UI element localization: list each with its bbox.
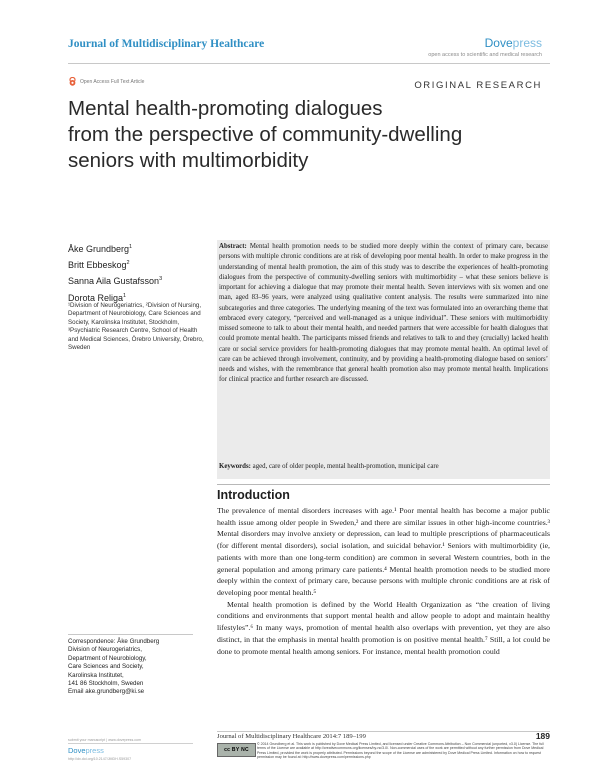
section-divider	[217, 484, 550, 485]
abstract	[219, 242, 548, 386]
introduction-heading: Introduction	[217, 488, 290, 502]
footer-divider	[217, 731, 550, 732]
author-name: Sanna Aila Gustafsson	[68, 276, 160, 287]
title-line: Mental health-promoting dialogues	[68, 97, 383, 120]
correspondence-line: 141 86 Stockholm, Sweden	[68, 680, 144, 688]
author-affiliation-mark: 2	[126, 260, 130, 267]
publisher-logo-light: press	[512, 36, 542, 50]
correspondence-divider	[68, 634, 193, 635]
doi-link[interactable]: http://dx.doi.org/10.2147/JMDH.S59307	[68, 757, 132, 761]
open-access-icon	[68, 77, 77, 86]
footer-left-divider	[68, 743, 193, 744]
footer-logo-bold: Dove	[68, 746, 86, 755]
footer-citation: Journal of Multidisciplinary Healthcare 2014:7 189–199	[217, 733, 366, 740]
submit-manuscript-link[interactable]: submit your manuscript | www.dovepress.com	[68, 738, 142, 742]
publisher-tagline: open access to scientific and medical research	[428, 52, 542, 58]
title-line: from the perspective of community-dwelling	[68, 123, 463, 146]
correspondence-line: Karolinska Institutet,	[68, 671, 124, 679]
publisher-logo-bold: Dove	[484, 36, 513, 50]
author-name: Britt Ebbeskog	[68, 260, 127, 271]
author-affiliation-mark: 1	[129, 244, 133, 250]
affiliations: ¹Division of Neurogeriatrics, ²Division of Nursing, Department of Neurobiology, Care Sciences and Society, Karolinska Institutet, Stockholm, ³Psychiatric Research Centre, School of Health and Medical Sciences, Örebro University, Örebro, Sweden	[68, 302, 204, 352]
correspondence-email[interactable]: Email ake.grundberg@ki.se	[68, 688, 145, 696]
introduction-body	[217, 505, 550, 657]
page-number: 189	[535, 731, 550, 741]
footer-logo-light: press	[85, 746, 104, 755]
author-affiliation-mark: 3	[159, 276, 163, 283]
publisher-logo	[485, 36, 542, 50]
paragraph: The prevalence of mental disorders increases with age.¹ Poor mental health has become a major public health issue among older people in Sweden,² and there are similar issues in other high-income countries.³ Mental disorders may involve anxiety or depression, can lead to multiple prescriptions of pharmaceuticals (for different mental disorders), social isolation, and suicidal behavior.¹ Seniors with multimorbidity (ie, patients with more than one long-term condition) are common in several Western countries, both in the general population and among primary care patients.⁴ Mental health promotion needs to be studied more deeply within the context of primary care, because persons with multiple chronic conditions are at risk of developing poor mental health.⁵	[217, 506, 550, 598]
paragraph: Mental health promotion is defined by the World Health Organization as “the creation of living conditions and environments that support mental health and allow people to adopt and maintain healthy lifestyles”.⁶ In many ways, promotion of mental health also overlaps with prevention, yet they are also distinct, in that the emphasis in mental health promotion is on positive mental health.⁷ Still, a lot could be done to promote mental health among seniors. For instance, mental health promotion could	[217, 599, 550, 656]
author	[68, 240, 208, 256]
correspondence-line: Department of Neurobiology,	[68, 654, 147, 662]
keywords	[219, 462, 548, 472]
author	[68, 272, 208, 288]
abstract-label: Abstract:	[219, 243, 247, 250]
author-list	[68, 240, 208, 305]
author	[68, 256, 208, 272]
keywords-list: aged, care of older people, mental health-promotion, municipal care	[252, 463, 439, 470]
open-access-label: Open Access Full Text Article	[80, 78, 145, 85]
footer-publisher-logo	[68, 746, 104, 755]
keywords-label: Keywords:	[219, 463, 251, 470]
author-affiliation-mark: 1	[123, 292, 127, 299]
article-title	[68, 96, 538, 174]
open-access-row	[68, 77, 144, 86]
creative-commons-badge[interactable]: cc BY NC	[217, 743, 256, 757]
author-name: Åke Grundberg	[68, 244, 130, 254]
correspondence-line: Care Sciences and Society,	[68, 663, 144, 671]
correspondence	[68, 638, 208, 697]
correspondence-line: Correspondence: Åke Grundberg	[68, 638, 160, 645]
license-text: © 2014 Grundberg et al. This work is published by Dove Medical Press Limited, and licensed under Creative Commons Attribution – Non Commercial (unported, v3.0) License. The full terms of the License are available at http://creativecommons.org/licenses/by-nc/3.0/. Non-commercial uses of the work are permitted without any further permission from Dove Medical Press Limited, provided the work is properly attributed. Permissions beyond the scope of the License are administered by Dove Medical Press Limited. Information on how to request permission may be found at: http://www.dovepress.com/permissions.php	[257, 742, 544, 760]
abstract-body: Mental health promotion needs to be studied more deeply within the context of primary care, because persons with multiple chronic conditions are at risk of developing poor mental health. In order to make progress in the understanding of mental health promotion, the aim of this study was to describe the experiences of health-promoting dialogues from the perspective of community-dwelling seniors with multimorbidity – what these seniors believe is important for achieving a dialogue that may promote their mental health. Seven interviews with six women and one man, aged 83–96 years, were analyzed using qualitative content analysis. The results were summarized into nine subcategories and three categories. The underlying meaning of the text was formulated into an overarching theme that embraced every category, “perceived and well-managed as a unique individual”. These seniors with multimorbidity missed someone to talk to about their mental health, and needed partners that were accessible for health dialogues that could promote mental health. The participants missed friends and relatives to talk to and they (crucially) lacked health care or social service providers for health-promoting dialogues that may promote mental health. An optimal level of care can be achieved through involvement, continuity, and by providing a health-promoting dialogue based on seniors’ needs and wishes, with the remembrance that general health promotion also may promote mental health. Implications for clinical practice and further research are discussed.	[219, 243, 549, 384]
journal-title: Journal of Multidisciplinary Healthcare	[68, 38, 265, 50]
article-type: ORIGINAL RESEARCH	[414, 80, 542, 91]
correspondence-line: Division of Neurogeriatrics,	[68, 646, 142, 654]
title-line: seniors with multimorbidity	[68, 149, 309, 172]
author-name: Dorota Religa	[68, 292, 124, 303]
header-divider	[68, 63, 550, 64]
